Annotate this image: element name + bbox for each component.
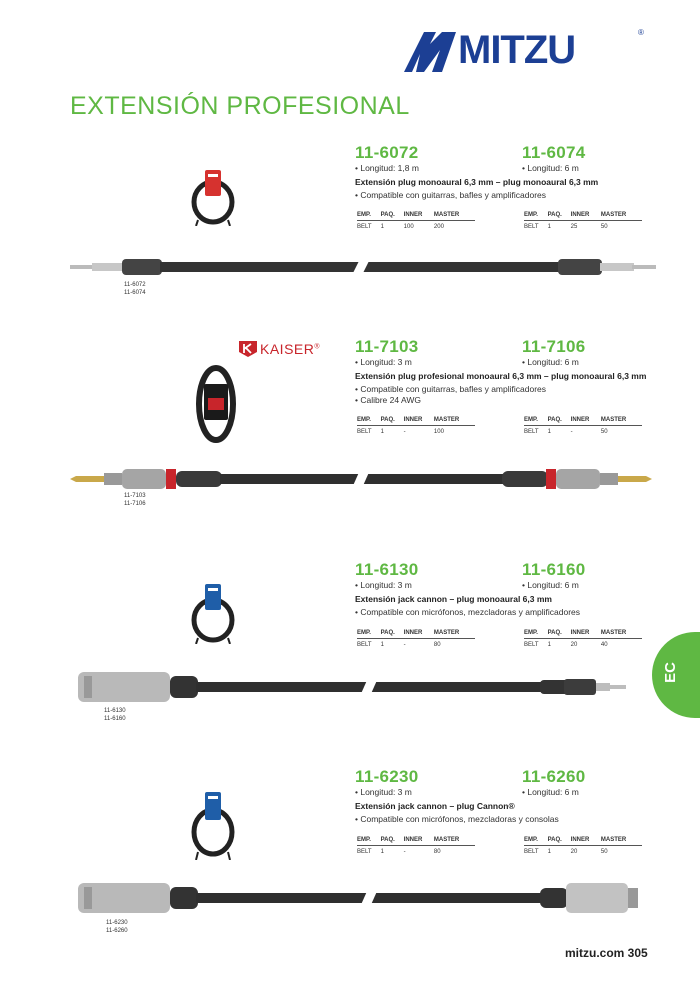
packaging-table — [357, 211, 475, 231]
table-cell: 20 — [570, 849, 578, 855]
section-tab — [652, 632, 700, 718]
product-code: 11-6230 — [355, 767, 419, 786]
table-cell: - — [403, 429, 406, 435]
kaiser-name — [260, 341, 320, 357]
table-cell: - — [403, 642, 406, 648]
kaiser-logo — [238, 340, 334, 358]
table-header: PAQ. — [381, 836, 404, 846]
product-code: 11-6160 — [522, 560, 586, 579]
table-header: EMP. — [357, 211, 381, 221]
product-package-image — [190, 582, 236, 644]
table-header: MASTER — [601, 629, 642, 639]
product-description: Extensión jack cannon – plug Cannon® — [355, 801, 515, 811]
cable-refs — [106, 919, 128, 935]
cable-refs — [104, 707, 126, 723]
cable-image — [78, 880, 640, 916]
table-header: MASTER — [601, 416, 642, 426]
cable-refs — [124, 281, 146, 297]
table-header: MASTER — [434, 416, 475, 426]
table-header: EMP. — [524, 629, 548, 639]
packaging-table — [524, 211, 642, 231]
packaging-table — [524, 836, 642, 856]
brand-registered: ® — [638, 28, 644, 37]
product-code: 11-7106 — [522, 337, 586, 356]
table-header: INNER — [571, 416, 601, 426]
page-footer: mitzu.com 305 — [565, 946, 648, 960]
table-cell: - — [570, 429, 573, 435]
table-cell: 80 — [433, 642, 441, 648]
cable-image — [70, 465, 660, 493]
product-description: Extensión jack cannon – plug monoaural 6,3 mm — [355, 594, 552, 604]
ref-code: 11-6130 — [104, 708, 126, 714]
section-tab-label: EC — [661, 662, 679, 683]
kaiser-registered: ® — [314, 343, 321, 351]
kaiser-brand: KAISER — [260, 341, 315, 357]
table-header: MASTER — [434, 836, 475, 846]
table-cell: 1 — [380, 642, 384, 648]
table-cell: BELT — [524, 642, 539, 648]
table-cell: BELT — [524, 224, 539, 230]
mitzu-logo — [402, 26, 652, 76]
table-header: PAQ. — [548, 629, 571, 639]
table-header: INNER — [571, 211, 601, 221]
table-header: INNER — [571, 836, 601, 846]
cable-image — [78, 670, 648, 704]
table-header: EMP. — [524, 211, 548, 221]
table-header: EMP. — [357, 629, 381, 639]
brand-name: MITZU — [458, 28, 576, 72]
table-cell: 20 — [570, 642, 578, 648]
table-cell: BELT — [357, 642, 372, 648]
cable-image — [70, 255, 660, 279]
product-code: 11-6074 — [522, 143, 586, 162]
table-cell: BELT — [357, 429, 372, 435]
product-length: • Longitud: 3 m — [355, 357, 412, 367]
ref-code: 11-6074 — [124, 290, 146, 296]
product-package-image — [190, 168, 236, 226]
mitzu-logo-mark — [402, 26, 460, 76]
table-cell: 100 — [403, 224, 414, 230]
table-cell: 1 — [380, 849, 384, 855]
product-length: • Longitud: 3 m — [355, 787, 412, 797]
ref-code: 11-6072 — [124, 282, 146, 288]
product-description: Extensión plug profesional monoaural 6,3 mm – plug monoaural 6,3 mm — [355, 371, 647, 381]
product-description: Extensión plug monoaural 6,3 mm – plug monoaural 6,3 mm — [355, 177, 599, 187]
product-feature: • Compatible con guitarras, bafles y amplificadores — [355, 190, 547, 200]
kaiser-logo-mark — [238, 340, 258, 358]
product-length: • Longitud: 6 m — [522, 787, 579, 797]
product-length: • Longitud: 3 m — [355, 580, 412, 590]
packaging-table — [357, 629, 475, 649]
table-cell: BELT — [357, 849, 372, 855]
table-header: INNER — [404, 416, 434, 426]
table-cell: 1 — [380, 224, 384, 230]
table-cell: 100 — [433, 429, 444, 435]
table-header: INNER — [571, 629, 601, 639]
table-header: MASTER — [434, 211, 475, 221]
product-feature: • Calibre 24 AWG — [355, 395, 421, 405]
table-header: EMP. — [524, 836, 548, 846]
table-header: INNER — [404, 836, 434, 846]
product-code: 11-6072 — [355, 143, 419, 162]
table-cell: 80 — [433, 849, 441, 855]
product-length: • Longitud: 6 m — [522, 357, 579, 367]
product-length: • Longitud: 6 m — [522, 163, 579, 173]
product-code: 11-6260 — [522, 767, 586, 786]
ref-code: 11-7106 — [124, 501, 146, 507]
table-header: MASTER — [434, 629, 475, 639]
table-cell: 1 — [547, 642, 551, 648]
product-length: • Longitud: 1,8 m — [355, 163, 419, 173]
page-title: EXTENSIÓN PROFESIONAL — [70, 92, 410, 120]
table-header: INNER — [404, 211, 434, 221]
packaging-table — [357, 416, 475, 436]
packaging-table — [524, 629, 642, 649]
table-header: MASTER — [601, 211, 642, 221]
packaging-table — [524, 416, 642, 436]
table-header: INNER — [404, 629, 434, 639]
ref-code: 11-6230 — [106, 920, 128, 926]
product-feature: • Compatible con micrófonos, mezcladoras y consolas — [355, 814, 559, 824]
table-header: PAQ. — [548, 211, 571, 221]
table-cell: BELT — [357, 224, 372, 230]
table-cell: 1 — [547, 429, 551, 435]
table-cell: 25 — [570, 224, 578, 230]
product-package-image — [196, 364, 236, 444]
table-cell: 40 — [600, 642, 608, 648]
table-header: EMP. — [357, 416, 381, 426]
table-header: PAQ. — [548, 416, 571, 426]
table-header: PAQ. — [381, 416, 404, 426]
table-header: EMP. — [524, 416, 548, 426]
table-cell: 200 — [433, 224, 444, 230]
table-header: PAQ. — [381, 629, 404, 639]
table-cell: BELT — [524, 429, 539, 435]
product-feature: • Compatible con guitarras, bafles y amplificadores — [355, 384, 547, 394]
table-header: MASTER — [601, 836, 642, 846]
cable-refs — [124, 492, 146, 508]
ref-code: 11-6260 — [106, 928, 128, 934]
table-cell: BELT — [524, 849, 539, 855]
product-code: 11-6130 — [355, 560, 419, 579]
table-cell: 1 — [380, 429, 384, 435]
packaging-table — [357, 836, 475, 856]
table-cell: - — [403, 849, 406, 855]
product-feature: • Compatible con micrófonos, mezcladoras y amplificadores — [355, 607, 581, 617]
ref-code: 11-7103 — [124, 493, 146, 499]
table-cell: 50 — [600, 224, 608, 230]
table-header: PAQ. — [381, 211, 404, 221]
table-header: PAQ. — [548, 836, 571, 846]
table-header: EMP. — [357, 836, 381, 846]
product-code: 11-7103 — [355, 337, 419, 356]
product-length: • Longitud: 6 m — [522, 580, 579, 590]
table-cell: 1 — [547, 849, 551, 855]
table-cell: 50 — [600, 429, 608, 435]
table-cell: 50 — [600, 849, 608, 855]
table-cell: 1 — [547, 224, 551, 230]
ref-code: 11-6160 — [104, 716, 126, 722]
product-package-image — [190, 790, 236, 860]
